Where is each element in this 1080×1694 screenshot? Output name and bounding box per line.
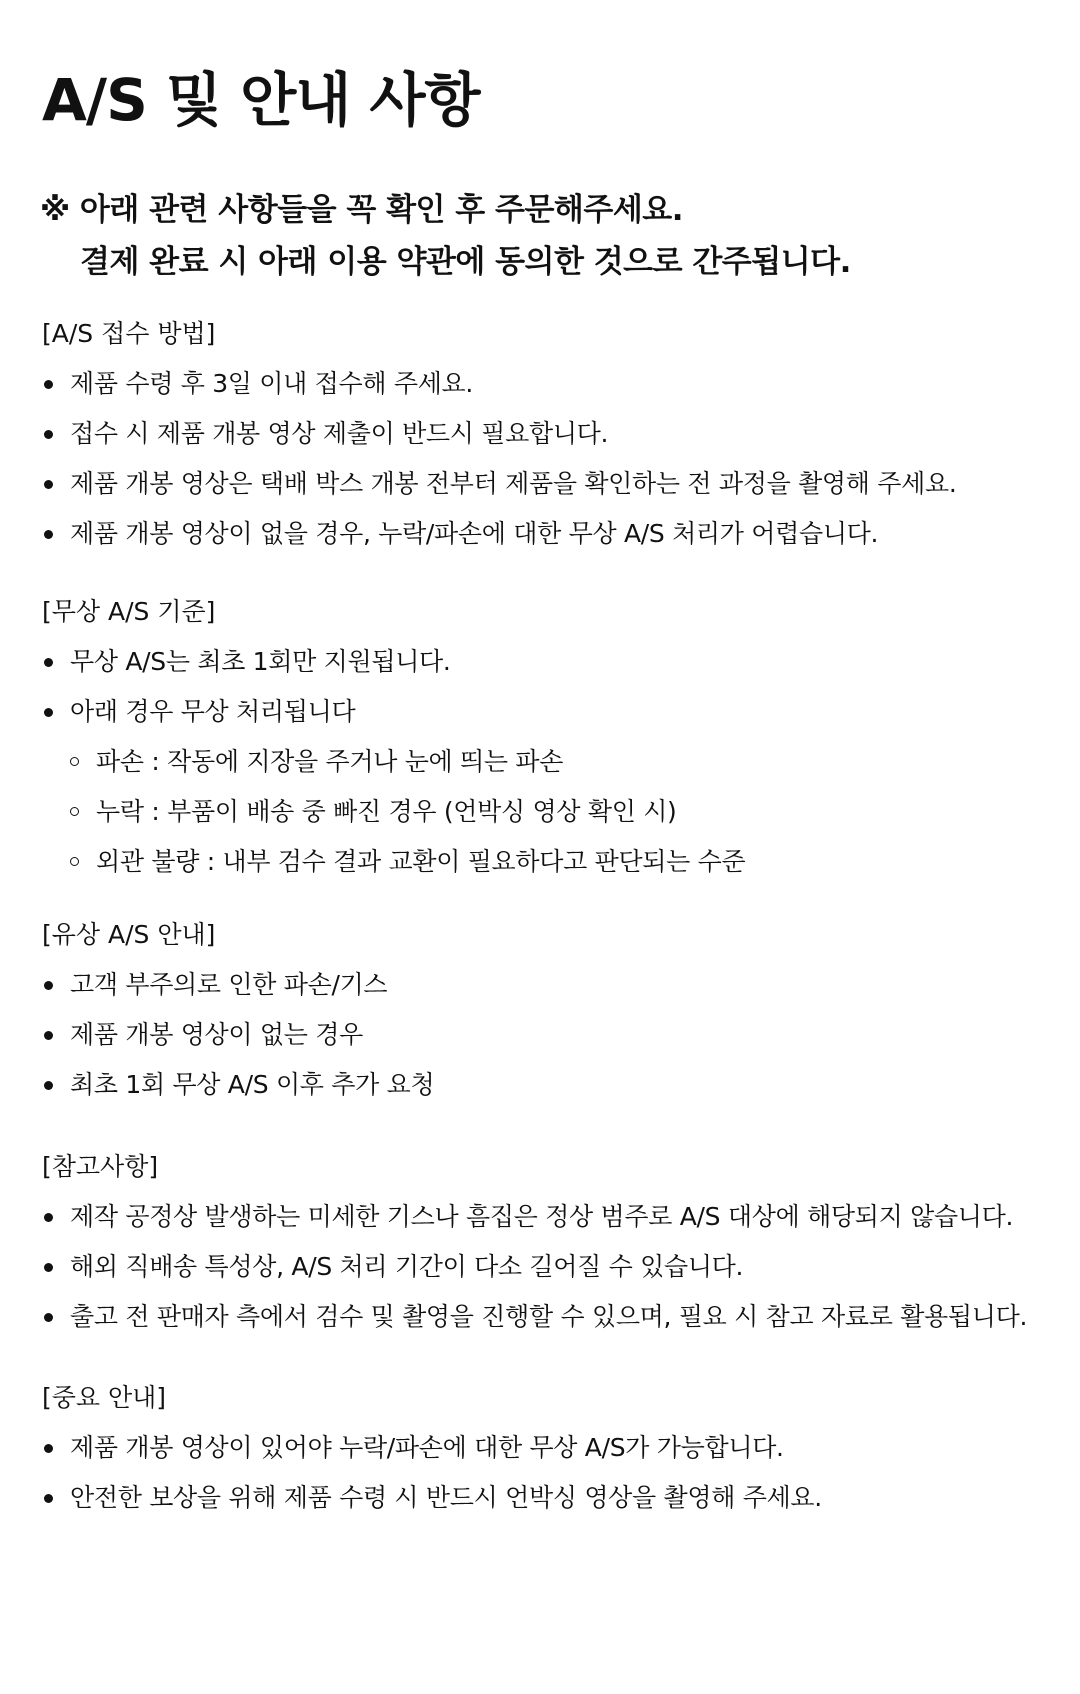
hollow-bullet-icon bbox=[70, 857, 79, 866]
list-item-text: 안전한 보상을 위해 제품 수령 시 반드시 언박싱 영상을 촬영해 주세요. bbox=[70, 1483, 822, 1512]
bullet-icon bbox=[44, 1444, 53, 1453]
list-item-text: 출고 전 판매자 측에서 검수 및 촬영을 진행할 수 있으며, 필요 시 참고 자료로 활용됩니다. bbox=[70, 1302, 1028, 1331]
list-item bbox=[42, 1250, 1052, 1284]
list-item bbox=[42, 968, 1052, 1002]
sub-bullet-list bbox=[42, 745, 1052, 879]
list-item bbox=[42, 645, 1052, 679]
list-item-text: 접수 시 제품 개봉 영상 제출이 반드시 필요합니다. bbox=[70, 419, 609, 448]
list-item bbox=[42, 1200, 1052, 1234]
bullet-icon bbox=[44, 1213, 53, 1222]
sub-list-item bbox=[42, 795, 1052, 829]
bullet-icon bbox=[44, 981, 53, 990]
list-item bbox=[42, 695, 1052, 729]
bullet-icon bbox=[44, 480, 53, 489]
list-item-text: 고객 부주의로 인한 파손/기스 bbox=[70, 970, 388, 999]
list-item-text: 최초 1회 무상 A/S 이후 추가 요청 bbox=[70, 1070, 435, 1099]
section-title: [참고사항] bbox=[42, 1152, 159, 1181]
list-item-text: 제품 수령 후 3일 이내 접수해 주세요. bbox=[70, 369, 474, 398]
list-item bbox=[42, 367, 1052, 401]
section-title: [A/S 접수 방법] bbox=[42, 319, 216, 348]
list-item bbox=[42, 1431, 1052, 1465]
bullet-icon bbox=[44, 430, 53, 439]
list-item bbox=[42, 517, 1052, 551]
list-item-text: 해외 직배송 특성상, A/S 처리 기간이 다소 길어질 수 있습니다. bbox=[70, 1252, 744, 1281]
list-item-text: 제품 개봉 영상이 있어야 누락/파손에 대한 무상 A/S가 가능합니다. bbox=[70, 1433, 784, 1462]
bullet-icon bbox=[44, 1263, 53, 1272]
bullet-icon bbox=[44, 380, 53, 389]
list-item-text: 제품 개봉 영상은 택배 박스 개봉 전부터 제품을 확인하는 전 과정을 촬영해 주세요. bbox=[70, 469, 957, 498]
list-item bbox=[42, 1068, 1052, 1102]
list-item-text: 제작 공정상 발생하는 미세한 기스나 흠집은 정상 범주로 A/S 대상에 해당되지 않습니다. bbox=[70, 1202, 1014, 1231]
bullet-icon bbox=[44, 658, 53, 667]
sub-list-item bbox=[42, 845, 1052, 879]
bullet-icon bbox=[44, 1494, 53, 1503]
list-item bbox=[42, 1300, 1052, 1334]
bullet-icon bbox=[44, 530, 53, 539]
list-item bbox=[42, 417, 1052, 451]
section-title: [유상 A/S 안내] bbox=[42, 920, 216, 949]
bullet-list bbox=[42, 645, 1052, 729]
bullet-icon bbox=[44, 708, 53, 717]
page-title: A/S 및 안내 사항 bbox=[42, 66, 480, 134]
sub-list-item bbox=[42, 745, 1052, 779]
list-item-text: 제품 개봉 영상이 없을 경우, 누락/파손에 대한 무상 A/S 처리가 어렵습니다. bbox=[70, 519, 879, 548]
section-title: [중요 안내] bbox=[42, 1383, 167, 1412]
list-item-text: 아래 경우 무상 처리됩니다 bbox=[70, 697, 356, 726]
section-paid-as-info bbox=[42, 918, 1052, 1102]
notice-line-1: ※ 아래 관련 사항들을 꼭 확인 후 주문해주세요. bbox=[40, 192, 683, 228]
hollow-bullet-icon bbox=[70, 807, 79, 816]
list-item-text: 제품 개봉 영상이 없는 경우 bbox=[70, 1020, 363, 1049]
sub-list-item-text: 외관 불량 : 내부 검수 결과 교환이 필요하다고 판단되는 수준 bbox=[96, 847, 746, 876]
notice-line-2: 결제 완료 시 아래 이용 약관에 동의한 것으로 간주됩니다. bbox=[80, 244, 851, 280]
bullet-icon bbox=[44, 1313, 53, 1322]
list-item bbox=[42, 1481, 1052, 1515]
section-free-as-criteria bbox=[42, 595, 1052, 879]
sub-list-item-text: 누락 : 부품이 배송 중 빠진 경우 (언박싱 영상 확인 시) bbox=[96, 797, 677, 826]
section-notes bbox=[42, 1150, 1052, 1334]
list-item bbox=[42, 467, 1052, 501]
sub-list-item-text: 파손 : 작동에 지장을 주거나 눈에 띄는 파손 bbox=[96, 747, 564, 776]
list-item-text: 무상 A/S는 최초 1회만 지원됩니다. bbox=[70, 647, 451, 676]
bullet-list bbox=[42, 968, 1052, 1102]
bullet-list bbox=[42, 1431, 1052, 1515]
section-important-notice bbox=[42, 1381, 1052, 1515]
hollow-bullet-icon bbox=[70, 757, 79, 766]
bullet-icon bbox=[44, 1081, 53, 1090]
section-as-reception bbox=[42, 317, 1052, 551]
bullet-list bbox=[42, 367, 1052, 551]
section-title: [무상 A/S 기준] bbox=[42, 597, 216, 626]
order-notice bbox=[40, 184, 851, 288]
bullet-list bbox=[42, 1200, 1052, 1334]
bullet-icon bbox=[44, 1031, 53, 1040]
list-item bbox=[42, 1018, 1052, 1052]
